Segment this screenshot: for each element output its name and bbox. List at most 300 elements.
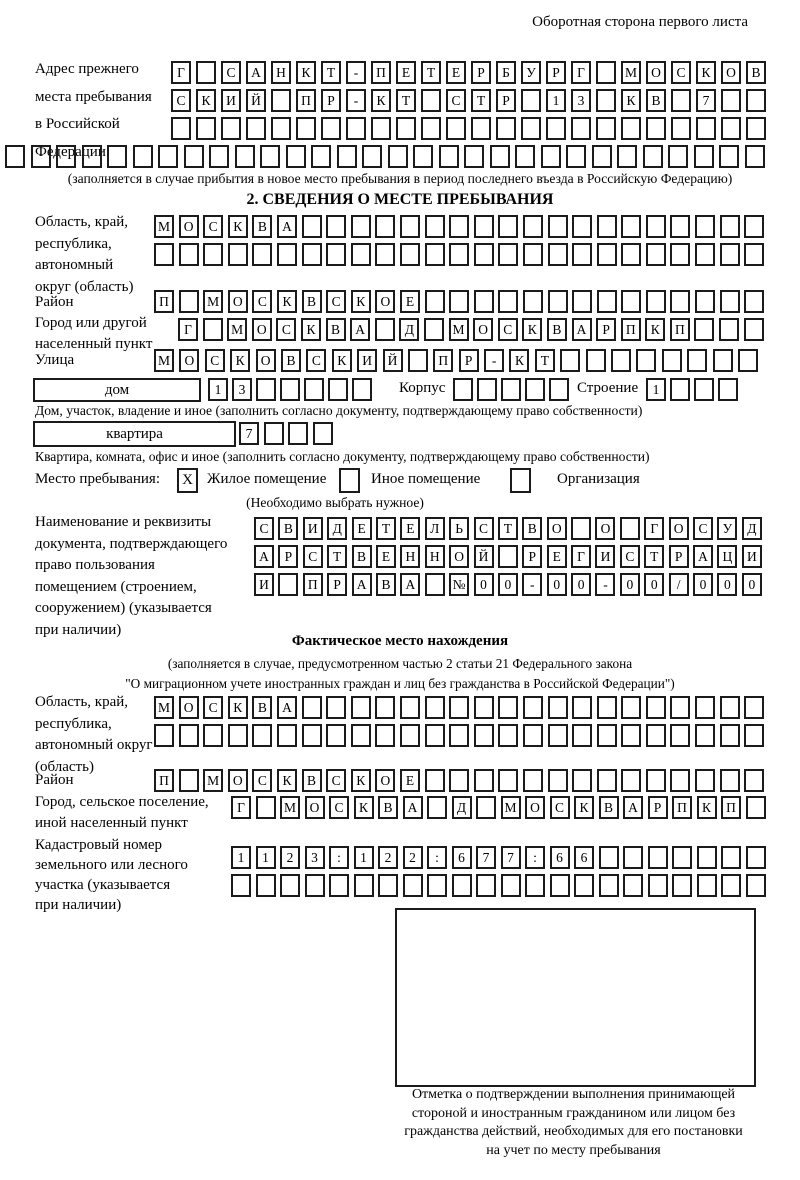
char-box[interactable]: К	[228, 215, 248, 238]
char-box[interactable]: М	[449, 318, 469, 341]
char-box[interactable]: Е	[396, 61, 416, 84]
char-box[interactable]	[672, 846, 692, 869]
char-box[interactable]	[311, 145, 331, 168]
char-box[interactable]	[687, 349, 707, 372]
char-box[interactable]: М	[501, 796, 521, 819]
char-box[interactable]	[523, 769, 543, 792]
char-box[interactable]: К	[228, 696, 248, 719]
char-box[interactable]	[203, 724, 223, 747]
char-box[interactable]	[474, 215, 494, 238]
char-box[interactable]	[413, 145, 433, 168]
char-box[interactable]	[694, 145, 714, 168]
char-box[interactable]: К	[351, 290, 371, 313]
char-box[interactable]	[400, 243, 420, 266]
char-box[interactable]	[154, 724, 174, 747]
char-box[interactable]: В	[326, 318, 346, 341]
char-box[interactable]	[203, 318, 223, 341]
char-box[interactable]	[256, 874, 276, 897]
char-box[interactable]: В	[278, 517, 298, 540]
char-box[interactable]	[550, 874, 570, 897]
char-box[interactable]	[596, 117, 616, 140]
char-box[interactable]	[621, 696, 641, 719]
char-box[interactable]	[523, 290, 543, 313]
char-box[interactable]	[476, 874, 496, 897]
char-box[interactable]: А	[693, 545, 713, 568]
char-box[interactable]: П	[670, 318, 690, 341]
char-box[interactable]	[668, 145, 688, 168]
char-box[interactable]: М	[154, 349, 174, 372]
char-box[interactable]	[548, 769, 568, 792]
char-box[interactable]	[597, 243, 617, 266]
char-box[interactable]	[329, 874, 349, 897]
char-box[interactable]	[474, 696, 494, 719]
char-box[interactable]	[375, 243, 395, 266]
char-box[interactable]: О	[228, 290, 248, 313]
char-box[interactable]: О	[252, 318, 272, 341]
char-box[interactable]: К	[351, 769, 371, 792]
char-box[interactable]	[264, 422, 284, 445]
char-box[interactable]	[572, 215, 592, 238]
char-box[interactable]: С	[671, 61, 691, 84]
char-box[interactable]	[646, 243, 666, 266]
char-box[interactable]: -	[346, 89, 366, 112]
char-box[interactable]: П	[621, 318, 641, 341]
char-box[interactable]: О	[228, 769, 248, 792]
char-box[interactable]: С	[326, 290, 346, 313]
char-box[interactable]	[695, 724, 715, 747]
char-box[interactable]	[449, 769, 469, 792]
char-box[interactable]	[400, 696, 420, 719]
char-box[interactable]	[302, 243, 322, 266]
char-box[interactable]	[304, 378, 324, 401]
char-box[interactable]: С	[203, 215, 223, 238]
char-box[interactable]	[636, 349, 656, 372]
char-box[interactable]	[721, 874, 741, 897]
char-box[interactable]	[596, 89, 616, 112]
char-box[interactable]: 0	[693, 573, 713, 596]
char-box[interactable]	[670, 696, 690, 719]
char-box[interactable]	[744, 215, 764, 238]
char-box[interactable]	[400, 724, 420, 747]
char-box[interactable]	[474, 769, 494, 792]
char-box[interactable]	[277, 243, 297, 266]
char-box[interactable]	[5, 145, 25, 168]
char-box[interactable]: 2	[378, 846, 398, 869]
char-box[interactable]	[720, 243, 740, 266]
char-box[interactable]	[425, 290, 445, 313]
char-box[interactable]: М	[227, 318, 247, 341]
char-box[interactable]	[196, 61, 216, 84]
char-box[interactable]	[228, 724, 248, 747]
char-box[interactable]: К	[574, 796, 594, 819]
char-box[interactable]	[623, 846, 643, 869]
char-box[interactable]	[286, 145, 306, 168]
char-box[interactable]	[439, 145, 459, 168]
char-box[interactable]	[695, 696, 715, 719]
char-box[interactable]: 1	[208, 378, 228, 401]
char-box[interactable]	[746, 796, 766, 819]
char-box[interactable]: Ц	[717, 545, 737, 568]
char-box[interactable]: -	[522, 573, 542, 596]
char-box[interactable]: А	[400, 573, 420, 596]
char-box[interactable]: Е	[400, 517, 420, 540]
char-box[interactable]	[566, 145, 586, 168]
char-box[interactable]	[256, 378, 276, 401]
char-box[interactable]	[449, 724, 469, 747]
char-box[interactable]	[621, 243, 641, 266]
char-box[interactable]: О	[473, 318, 493, 341]
char-box[interactable]	[184, 145, 204, 168]
char-box[interactable]: 7	[476, 846, 496, 869]
char-box[interactable]	[523, 215, 543, 238]
char-box[interactable]	[599, 846, 619, 869]
char-box[interactable]: К	[509, 349, 529, 372]
char-box[interactable]	[746, 874, 766, 897]
char-box[interactable]	[694, 378, 714, 401]
char-box[interactable]: П	[433, 349, 453, 372]
char-box[interactable]	[362, 145, 382, 168]
char-box[interactable]: О	[375, 769, 395, 792]
char-box[interactable]: Е	[400, 290, 420, 313]
char-box[interactable]	[107, 145, 127, 168]
char-box[interactable]: Р	[471, 61, 491, 84]
char-box[interactable]: И	[303, 517, 323, 540]
char-box[interactable]	[744, 243, 764, 266]
char-box[interactable]	[490, 145, 510, 168]
char-box[interactable]	[396, 117, 416, 140]
char-box[interactable]	[354, 874, 374, 897]
char-box[interactable]: Р	[321, 89, 341, 112]
char-box[interactable]	[471, 117, 491, 140]
char-box[interactable]: Г	[231, 796, 251, 819]
char-box[interactable]	[378, 874, 398, 897]
char-box[interactable]	[476, 796, 496, 819]
char-box[interactable]: В	[352, 545, 372, 568]
char-box[interactable]: И	[742, 545, 762, 568]
char-box[interactable]: Т	[421, 61, 441, 84]
char-box[interactable]: С	[550, 796, 570, 819]
char-box[interactable]	[313, 422, 333, 445]
char-box[interactable]: У	[717, 517, 737, 540]
char-box[interactable]: 1	[354, 846, 374, 869]
char-box[interactable]: Й	[246, 89, 266, 112]
char-box[interactable]	[695, 215, 715, 238]
char-box[interactable]: О	[646, 61, 666, 84]
char-box[interactable]: 0	[620, 573, 640, 596]
char-box[interactable]: 7	[239, 422, 259, 445]
char-box[interactable]	[352, 378, 372, 401]
char-box[interactable]	[288, 422, 308, 445]
char-box[interactable]: Т	[535, 349, 555, 372]
char-box[interactable]	[592, 145, 612, 168]
char-box[interactable]	[515, 145, 535, 168]
char-box[interactable]	[203, 243, 223, 266]
char-box[interactable]	[133, 145, 153, 168]
char-box[interactable]: Г	[571, 545, 591, 568]
char-box[interactable]	[597, 290, 617, 313]
char-box[interactable]	[744, 318, 764, 341]
char-box[interactable]: В	[302, 290, 322, 313]
char-box[interactable]: М	[203, 769, 223, 792]
char-box[interactable]: П	[371, 61, 391, 84]
char-box[interactable]: 1	[256, 846, 276, 869]
char-box[interactable]	[744, 769, 764, 792]
char-box[interactable]: О	[449, 545, 469, 568]
char-box[interactable]	[498, 545, 518, 568]
char-box[interactable]: А	[350, 318, 370, 341]
char-box[interactable]	[498, 696, 518, 719]
char-box[interactable]: С	[474, 517, 494, 540]
char-box[interactable]	[280, 874, 300, 897]
char-box[interactable]: Е	[547, 545, 567, 568]
char-box[interactable]	[549, 378, 569, 401]
char-box[interactable]	[449, 696, 469, 719]
char-box[interactable]	[221, 117, 241, 140]
char-box[interactable]: Р	[496, 89, 516, 112]
char-box[interactable]	[646, 215, 666, 238]
char-box[interactable]	[425, 573, 445, 596]
char-box[interactable]	[646, 769, 666, 792]
char-box[interactable]	[745, 145, 765, 168]
char-box[interactable]: Т	[498, 517, 518, 540]
char-box[interactable]: П	[721, 796, 741, 819]
char-box[interactable]: Й	[474, 545, 494, 568]
char-box[interactable]: В	[599, 796, 619, 819]
char-box[interactable]: К	[196, 89, 216, 112]
char-box[interactable]: :	[525, 846, 545, 869]
char-box[interactable]	[571, 517, 591, 540]
char-box[interactable]	[351, 696, 371, 719]
char-box[interactable]	[477, 378, 497, 401]
char-box[interactable]: Б	[496, 61, 516, 84]
char-box[interactable]	[648, 874, 668, 897]
char-box[interactable]	[179, 724, 199, 747]
char-box[interactable]	[744, 724, 764, 747]
char-box[interactable]: С	[252, 769, 272, 792]
char-box[interactable]: П	[154, 290, 174, 313]
char-box[interactable]	[521, 89, 541, 112]
char-box[interactable]: 0	[644, 573, 664, 596]
char-box[interactable]	[302, 215, 322, 238]
char-box[interactable]: С	[498, 318, 518, 341]
char-box[interactable]	[621, 290, 641, 313]
char-box[interactable]	[371, 117, 391, 140]
char-box[interactable]: М	[154, 696, 174, 719]
char-box[interactable]	[596, 61, 616, 84]
char-box[interactable]	[328, 378, 348, 401]
char-box[interactable]	[346, 117, 366, 140]
char-box[interactable]: С	[254, 517, 274, 540]
char-box[interactable]	[498, 243, 518, 266]
char-box[interactable]	[449, 215, 469, 238]
char-box[interactable]: 1	[546, 89, 566, 112]
char-box[interactable]: Р	[546, 61, 566, 84]
char-box[interactable]: Д	[742, 517, 762, 540]
char-box[interactable]: О	[179, 215, 199, 238]
char-box[interactable]: О	[525, 796, 545, 819]
char-box[interactable]: О	[375, 290, 395, 313]
char-box[interactable]	[375, 724, 395, 747]
char-box[interactable]	[523, 724, 543, 747]
checkbox-other-premises[interactable]	[339, 468, 360, 493]
char-box[interactable]	[746, 846, 766, 869]
char-box[interactable]	[721, 117, 741, 140]
char-box[interactable]: В	[252, 215, 272, 238]
char-box[interactable]: В	[522, 517, 542, 540]
char-box[interactable]	[720, 769, 740, 792]
char-box[interactable]: К	[697, 796, 717, 819]
char-box[interactable]	[256, 796, 276, 819]
char-box[interactable]	[599, 874, 619, 897]
char-box[interactable]	[252, 243, 272, 266]
char-box[interactable]	[548, 290, 568, 313]
char-box[interactable]: Е	[446, 61, 466, 84]
char-box[interactable]: О	[305, 796, 325, 819]
char-box[interactable]	[571, 117, 591, 140]
char-box[interactable]	[617, 145, 637, 168]
char-box[interactable]	[427, 796, 447, 819]
char-box[interactable]	[326, 724, 346, 747]
char-box[interactable]: Д	[327, 517, 347, 540]
char-box[interactable]: С	[252, 290, 272, 313]
char-box[interactable]: М	[154, 215, 174, 238]
char-box[interactable]	[646, 724, 666, 747]
char-box[interactable]: Е	[352, 517, 372, 540]
char-box[interactable]: В	[646, 89, 666, 112]
char-box[interactable]	[375, 318, 395, 341]
char-box[interactable]: 6	[550, 846, 570, 869]
char-box[interactable]	[375, 696, 395, 719]
char-box[interactable]	[302, 724, 322, 747]
char-box[interactable]: Н	[425, 545, 445, 568]
char-box[interactable]: -	[346, 61, 366, 84]
char-box[interactable]	[525, 378, 545, 401]
char-box[interactable]	[158, 145, 178, 168]
char-box[interactable]	[720, 724, 740, 747]
char-box[interactable]	[621, 724, 641, 747]
char-box[interactable]	[746, 117, 766, 140]
char-box[interactable]: Л	[425, 517, 445, 540]
char-box[interactable]	[611, 349, 631, 372]
char-box[interactable]: О	[669, 517, 689, 540]
char-box[interactable]	[31, 145, 51, 168]
char-box[interactable]	[425, 215, 445, 238]
char-box[interactable]: Д	[399, 318, 419, 341]
char-box[interactable]	[326, 696, 346, 719]
char-box[interactable]: К	[332, 349, 352, 372]
char-box[interactable]: С	[303, 545, 323, 568]
char-box[interactable]	[621, 215, 641, 238]
char-box[interactable]	[523, 243, 543, 266]
char-box[interactable]: Т	[644, 545, 664, 568]
char-box[interactable]: К	[277, 290, 297, 313]
char-box[interactable]	[597, 769, 617, 792]
char-box[interactable]: 2	[403, 846, 423, 869]
char-box[interactable]	[408, 349, 428, 372]
char-box[interactable]	[548, 696, 568, 719]
char-box[interactable]: Р	[669, 545, 689, 568]
char-box[interactable]	[305, 874, 325, 897]
char-box[interactable]: К	[645, 318, 665, 341]
char-box[interactable]	[464, 145, 484, 168]
char-box[interactable]: П	[672, 796, 692, 819]
char-box[interactable]: К	[522, 318, 542, 341]
char-box[interactable]	[620, 517, 640, 540]
char-box[interactable]	[296, 117, 316, 140]
char-box[interactable]	[746, 89, 766, 112]
char-box[interactable]	[452, 874, 472, 897]
checkbox-residential[interactable]: X	[177, 468, 198, 493]
char-box[interactable]	[179, 769, 199, 792]
char-box[interactable]	[400, 215, 420, 238]
char-box[interactable]	[572, 290, 592, 313]
char-box[interactable]: Е	[376, 545, 396, 568]
char-box[interactable]: К	[230, 349, 250, 372]
char-box[interactable]: 0	[717, 573, 737, 596]
char-box[interactable]	[648, 846, 668, 869]
char-box[interactable]	[498, 769, 518, 792]
char-box[interactable]: А	[623, 796, 643, 819]
char-box[interactable]	[546, 117, 566, 140]
char-box[interactable]: Т	[376, 517, 396, 540]
char-box[interactable]	[453, 378, 473, 401]
char-box[interactable]	[560, 349, 580, 372]
char-box[interactable]: С	[205, 349, 225, 372]
char-box[interactable]	[623, 874, 643, 897]
char-box[interactable]: С	[306, 349, 326, 372]
char-box[interactable]	[449, 243, 469, 266]
char-box[interactable]	[56, 145, 76, 168]
char-box[interactable]: Й	[383, 349, 403, 372]
char-box[interactable]: 3	[571, 89, 591, 112]
char-box[interactable]	[302, 696, 322, 719]
char-box[interactable]: №	[449, 573, 469, 596]
char-box[interactable]	[621, 117, 641, 140]
char-box[interactable]: С	[203, 696, 223, 719]
char-box[interactable]	[670, 215, 690, 238]
char-box[interactable]	[179, 290, 199, 313]
char-box[interactable]: 3	[232, 378, 252, 401]
char-box[interactable]	[474, 290, 494, 313]
char-box[interactable]	[501, 378, 521, 401]
char-box[interactable]: П	[296, 89, 316, 112]
char-box[interactable]	[427, 874, 447, 897]
char-box[interactable]	[541, 145, 561, 168]
char-box[interactable]: Т	[321, 61, 341, 84]
char-box[interactable]	[646, 290, 666, 313]
char-box[interactable]	[424, 318, 444, 341]
char-box[interactable]: Е	[400, 769, 420, 792]
char-box[interactable]	[713, 349, 733, 372]
char-box[interactable]	[388, 145, 408, 168]
char-box[interactable]	[498, 724, 518, 747]
char-box[interactable]: К	[621, 89, 641, 112]
char-box[interactable]: В	[281, 349, 301, 372]
char-box[interactable]: 0	[498, 573, 518, 596]
char-box[interactable]	[421, 89, 441, 112]
char-box[interactable]: Н	[271, 61, 291, 84]
char-box[interactable]: И	[357, 349, 377, 372]
char-box[interactable]	[572, 724, 592, 747]
char-box[interactable]	[498, 290, 518, 313]
char-box[interactable]: 0	[547, 573, 567, 596]
char-box[interactable]: 7	[696, 89, 716, 112]
char-box[interactable]: Р	[596, 318, 616, 341]
char-box[interactable]	[501, 874, 521, 897]
char-box[interactable]: Д	[452, 796, 472, 819]
char-box[interactable]	[670, 378, 690, 401]
char-box[interactable]: Р	[327, 573, 347, 596]
